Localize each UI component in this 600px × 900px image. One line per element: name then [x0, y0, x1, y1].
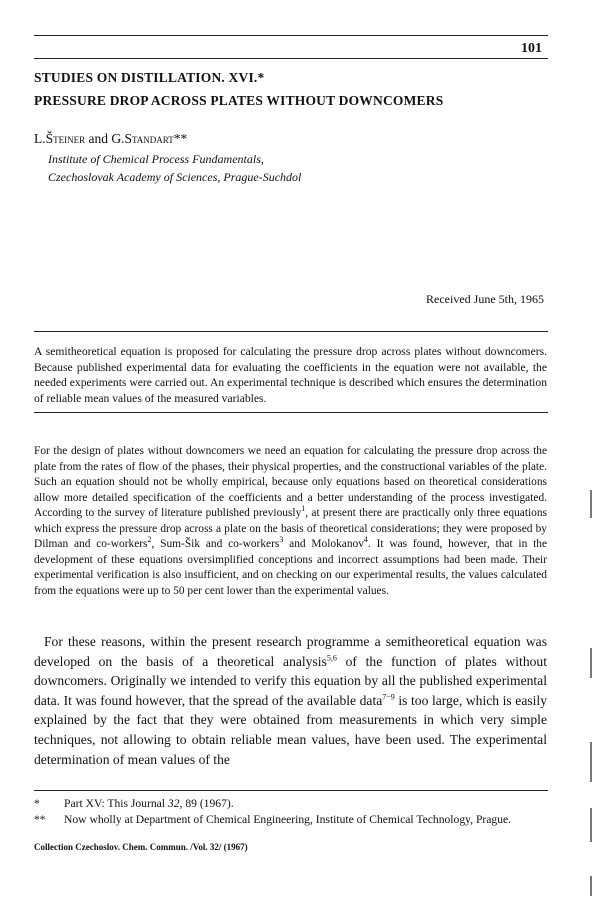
authors-and: and — [85, 131, 112, 146]
affiliation-line-1: Institute of Chemical Process Fundamentals, — [48, 152, 264, 166]
footnote-2: ** Now wholly at Department of Chemical Engineering, Institute of Chemical Technology, Prague. — [34, 813, 512, 826]
main-paragraph: For these reasons, within the present research programme a semitheoretical equation was developed on the basis of a theoretical analysis$^{5,6}$ of the function of plates without downcomers. Originally we intended to verify this equation by all the published experimental data. It was found however, that the spread of the available data$^{7-9}$ is too large, which is easily explained by the fact that they were obtained from measurements in which very simple techniques, not allowing to obtain reliable mean values, have been used. The experimental determination of mean values of the — [34, 634, 547, 767]
header-rule-lower — [34, 58, 548, 59]
author-1-initial: L. — [34, 131, 46, 146]
ref-1: 1 — [301, 504, 306, 514]
footnote-1-mark: * — [34, 797, 40, 810]
abstract: A semitheoretical equation is proposed for calculating the pressure drop across plates without downcomers. Because published experimental data for evaluating the coefficients in the equation were not available, the needed experiments were carried out. An experimental technique is described which ensures the determination of reliable mean values of the measured variables. — [34, 345, 547, 405]
author-2-initial: G. — [111, 131, 125, 146]
affiliation-line-2: Czechoslovak Academy of Sciences, Prague-Suchdol — [48, 170, 302, 184]
abstract-top-rule — [34, 331, 548, 332]
article-title-line-1: STUDIES ON DISTILLATION. XVI.* — [34, 70, 265, 85]
ref-2: 2 — [147, 535, 152, 545]
intro-paragraph: For the design of plates without downcomers we need an equation for calculating the pressure drop across the plate from the rates of flow of the phases, their physical properties, and the constructional variables of the plate. Such an equation should not be wholly empirical, because only equations based on theoretical considerations allow more detailed specification of the coefficients and a better understanding of the process investigated. According to the survey of literature published previously$^1$, at present there are practically only three equations which express the pressure drop across a plate on the basis of theoretical considerations; they were proposed by Dilman and co-workers$^2$, Sum-Šik and co-workers$^3$ and Molokanov$^4$. It was found, however, that in the development of these equations oversimplified conceptions and incorrect assumptions had been made. Their experimental verification is also insufficient, and on checking on our experimental results, the values calculated from the equations were up to 50 per cent lower than the experimental values. — [34, 445, 548, 597]
abstract-bottom-rule — [34, 412, 548, 413]
ref-5-6: 5,6 — [326, 653, 337, 663]
footnote-1: * Part XV: This Journal 32, 89 (1967). — [34, 797, 234, 810]
footnote-2-mark: ** — [34, 813, 46, 826]
scan-edge-mark — [590, 490, 592, 518]
author-1-name: Šteiner — [45, 131, 86, 146]
page-number: 101 — [521, 41, 542, 56]
journal-footer: Collection Czechoslov. Chem. Commun. /Vol. 32/ (1967) — [34, 842, 248, 852]
article-title-line-2: PRESSURE DROP ACROSS PLATES WITHOUT DOWNCOMERS — [34, 93, 444, 108]
scan-edge-mark — [590, 808, 592, 842]
scan-edge-mark — [590, 876, 592, 896]
ref-4: 4 — [363, 535, 368, 545]
author-2-name: Standart** — [124, 131, 188, 146]
ref-3: 3 — [279, 535, 284, 545]
scan-edge-mark — [590, 742, 592, 782]
received-date: Received June 5th, 1965 — [426, 292, 544, 306]
authors — [34, 131, 187, 147]
header-rule — [34, 35, 548, 36]
scan-edge-mark — [590, 648, 592, 678]
ref-7-9: 7−9 — [382, 692, 395, 702]
footnote-rule — [34, 790, 548, 791]
